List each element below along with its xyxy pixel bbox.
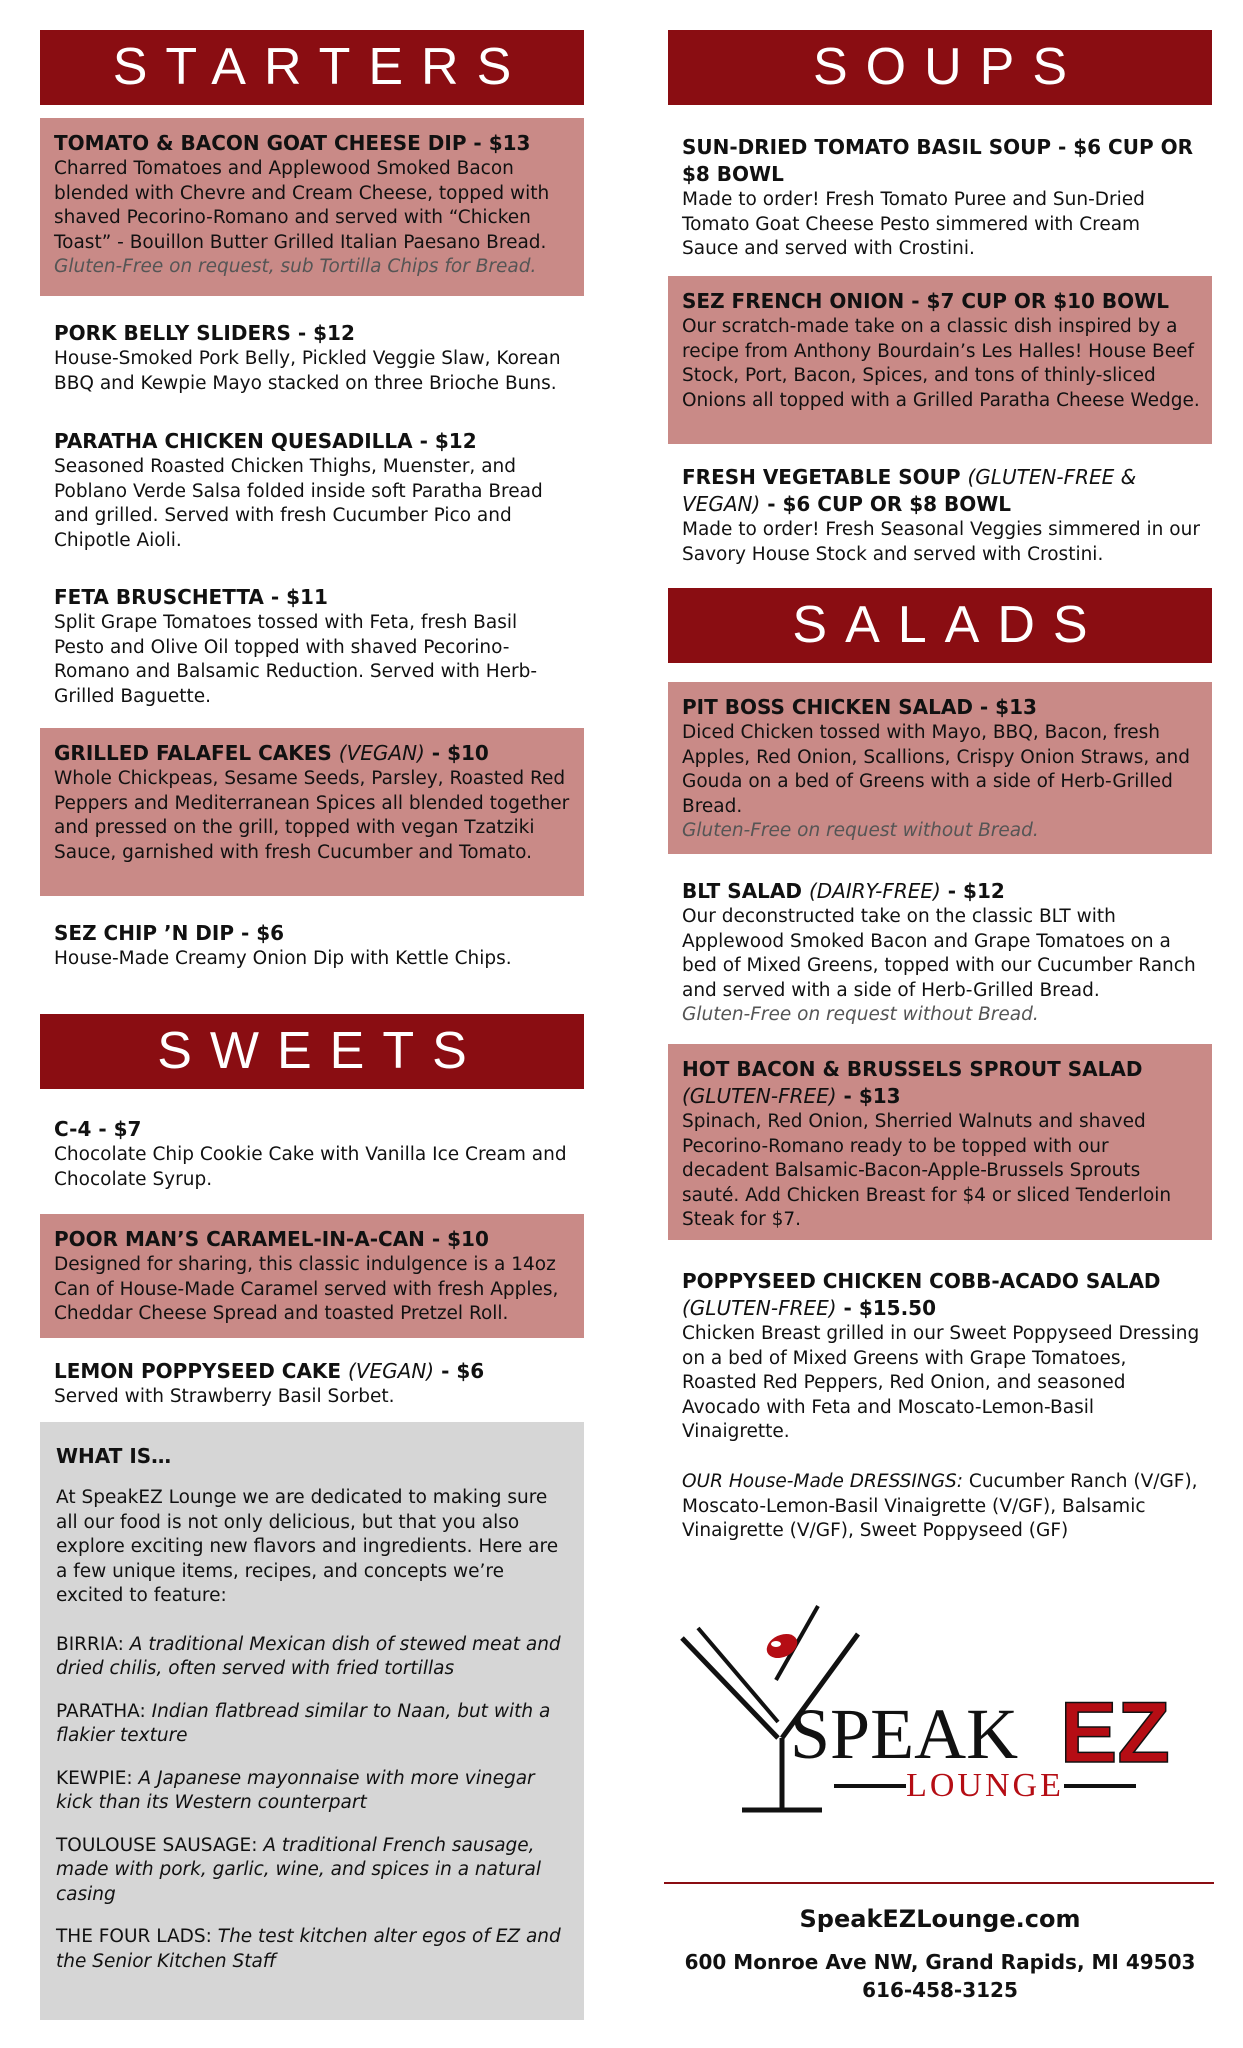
item-name: PIT BOSS CHICKEN SALAD - $13 xyxy=(682,695,1037,719)
item-description: Made to order! Fresh Seasonal Veggies simmered in our Savory House Stock and served with Crostini. xyxy=(682,519,1200,565)
definition: BIRRIA: A traditional Mexican dish of stewed meat and dried chilis, often served with fried tortillas xyxy=(56,1633,561,1679)
item-name: HOT BACON & BRUSSELS SPROUT SALAD (GLUTEN-FREE) - $13 xyxy=(682,1057,1143,1108)
what-is-title: WHAT IS… xyxy=(56,1444,172,1468)
salads-heading: SALADS xyxy=(668,588,1212,663)
item-description: Chicken Breast grilled in our Sweet Poppyseed Dressing on a bed of Mixed Greens with Grape Tomatoes, Roasted Red Peppers, Red Onion, and seasoned Avocado with Feta and Moscato-Lemon-Basil Vinaigrette. xyxy=(682,1323,1200,1442)
menu-item xyxy=(40,908,584,980)
logo-word-ez: EZ xyxy=(1060,1685,1170,1781)
item-name: LEMON POPPYSEED CAKE (VEGAN) - $6 xyxy=(54,1359,485,1383)
what-is-intro: At SpeakEZ Lounge we are dedicated to making sure all our food is not only delicious, but that you also explore exciting new flavors and ingredients. Here are a few unique items, recipes, and concepts we’re excited to feature: xyxy=(56,1487,559,1606)
menu-item xyxy=(668,866,1212,1036)
menu-item xyxy=(668,1044,1212,1240)
menu-item xyxy=(40,1214,584,1338)
item-name: PARATHA CHICKEN QUESADILLA - $12 xyxy=(54,429,477,453)
item-description: Whole Chickpeas, Sesame Seeds, Parsley, Roasted Red Peppers and Mediterranean Spices all blended together and pressed on the grill, topped with vegan Tzatziki Sauce, garnished with fresh Cucumber and Tomato. xyxy=(54,768,570,863)
definition: PARATHA: Indian flatbread similar to Naan, but with a flakier texture xyxy=(56,1700,551,1746)
item-description: Served with Strawberry Basil Sorbet. xyxy=(54,1386,395,1407)
address: 600 Monroe Ave NW, Grand Rapids, MI 49503 xyxy=(684,1950,1196,1974)
item-name: POOR MAN’S CARAMEL-IN-A-CAN - $10 xyxy=(54,1227,489,1251)
menu-item xyxy=(40,728,584,896)
item-name: BLT SALAD (DAIRY-FREE) - $12 xyxy=(682,879,1005,903)
definition: KEWPIE: A Japanese mayonnaise with more vinegar kick than its Western counterpart xyxy=(56,1767,535,1813)
item-description: Diced Chicken tossed with Mayo, BBQ, Bacon, fresh Apples, Red Onion, Scallions, Crispy Onion Straws, and Gouda on a bed of Greens with a side of Herb-Grilled Bread. xyxy=(682,722,1190,817)
sweets-heading: SWEETS xyxy=(40,1014,584,1089)
menu-item xyxy=(668,1256,1212,1453)
item-name: C-4 - $7 xyxy=(54,1117,142,1141)
definition: THE FOUR LADS: The test kitchen alter egos of EZ and the Senior Kitchen Staff xyxy=(56,1926,561,1972)
menu-item xyxy=(40,308,584,404)
item-name: POPPYSEED CHICKEN COBB-ACADO SALAD (GLUTEN-FREE) - $15.50 xyxy=(682,1269,1161,1320)
menu-item xyxy=(40,572,584,717)
menu-item xyxy=(40,416,584,561)
item-description: Charred Tomatoes and Applewood Smoked Bacon blended with Chevre and Cream Cheese, topped with shaved Pecorino-Romano and served with “Chicken Toast” - Bouillon Butter Grilled Italian Paesano Bread. xyxy=(54,158,550,253)
item-name: SEZ CHIP ’N DIP - $6 xyxy=(54,921,285,945)
menu-item xyxy=(40,118,584,296)
item-description: Split Grape Tomatoes tossed with Feta, fresh Basil Pesto and Olive Oil topped with shaved Pecorino-Romano and Balsamic Reduction. Served with Herb-Grilled Baguette. xyxy=(54,612,538,707)
menu-item xyxy=(668,452,1212,575)
item-name: FRESH VEGETABLE SOUP (GLUTEN-FREE & VEGAN) - $6 CUP OR $8 BOWL xyxy=(682,465,1137,516)
item-description: Designed for sharing, this classic indulgence is a 14oz Can of House-Made Caramel served with fresh Apples, Cheddar Cheese Spread and toasted Pretzel Roll. xyxy=(54,1254,559,1324)
what-is-box xyxy=(40,1422,584,2020)
starters-heading: STARTERS xyxy=(40,30,584,105)
menu-item xyxy=(40,1104,584,1200)
item-description: Our deconstructed take on the classic BLT with Applewood Smoked Bacon and Grape Tomatoes on a bed of Mixed Greens, topped with our Cucumber Ranch and served with a side of Herb-Grilled Bread. xyxy=(682,906,1196,1001)
dressings-note: OUR House-Made DRESSINGS: Cucumber Ranch (V/GF), Moscato-Lemon-Basil Vinaigrette (V/GF), Balsamic Vinaigrette (V/GF), Sweet Poppyseed (GF) xyxy=(682,1471,1198,1541)
divider-rule xyxy=(664,1882,1214,1884)
phone-number[interactable]: 616-458-3125 xyxy=(862,1978,1018,2002)
menu-item xyxy=(40,1346,584,1418)
item-description: Spinach, Red Onion, Sherried Walnuts and shaved Pecorino-Romano ready to be topped with our decadent Balsamic-Bacon-Apple-Brussels Sprouts sauté. Add Chicken Breast for $4 or sliced Tenderloin Steak for $7. xyxy=(682,1111,1172,1230)
item-note: Gluten-Free on request without Bread. xyxy=(682,1004,1039,1025)
item-name: SEZ FRENCH ONION - $7 CUP OR $10 BOWL xyxy=(682,289,1169,313)
item-description: Made to order! Fresh Tomato Puree and Sun-Dried Tomato Goat Cheese Pesto simmered with Cream Sauce and served with Crostini. xyxy=(682,189,1145,259)
menu-item xyxy=(668,682,1212,854)
item-description: House-Made Creamy Onion Dip with Kettle Chips. xyxy=(54,948,512,969)
logo-word-speak: SPEAK xyxy=(790,1694,1019,1774)
item-description: Chocolate Chip Cookie Cake with Vanilla Ice Cream and Chocolate Syrup. xyxy=(54,1144,567,1190)
item-description: House-Smoked Pork Belly, Pickled Veggie Slaw, Korean BBQ and Kewpie Mayo stacked on three Brioche Buns. xyxy=(54,348,561,394)
menu-item xyxy=(668,122,1212,270)
item-name: GRILLED FALAFEL CAKES (VEGAN) - $10 xyxy=(54,741,489,765)
logo-word-lounge: LOUNGE xyxy=(906,1767,1064,1804)
item-name: SUN-DRIED TOMATO BASIL SOUP - $6 CUP OR $8 BOWL xyxy=(682,135,1193,186)
menu-item xyxy=(668,276,1212,444)
item-name: FETA BRUSCHETTA - $11 xyxy=(54,585,328,609)
speakez-logo xyxy=(668,1598,1212,1828)
item-description: Seasoned Roasted Chicken Thighs, Muenster, and Poblano Verde Salsa folded inside soft Paratha Bread and grilled. Served with fresh Cucumber Pico and Chipotle Aioli. xyxy=(54,456,543,551)
item-name: TOMATO & BACON GOAT CHEESE DIP - $13 xyxy=(54,131,531,155)
item-note: Gluten-Free on request, sub Tortilla Chips for Bread. xyxy=(54,256,537,277)
website-link[interactable]: SpeakEZLounge.com xyxy=(799,1905,1081,1933)
item-description: Our scratch-made take on a classic dish inspired by a recipe from Anthony Bourdain’s Les Halles! House Beef Stock, Port, Bacon, Spices, and tons of thinly-sliced Onions all topped with a Grilled Paratha Cheese Wedge. xyxy=(682,316,1200,411)
item-note: Gluten-Free on request without Bread. xyxy=(682,820,1039,841)
soups-heading: SOUPS xyxy=(668,30,1212,105)
item-name: PORK BELLY SLIDERS - $12 xyxy=(54,321,355,345)
definition: TOULOUSE SAUSAGE: A traditional French sausage, made with pork, garlic, wine, and spices in a natural casing xyxy=(56,1834,542,1905)
